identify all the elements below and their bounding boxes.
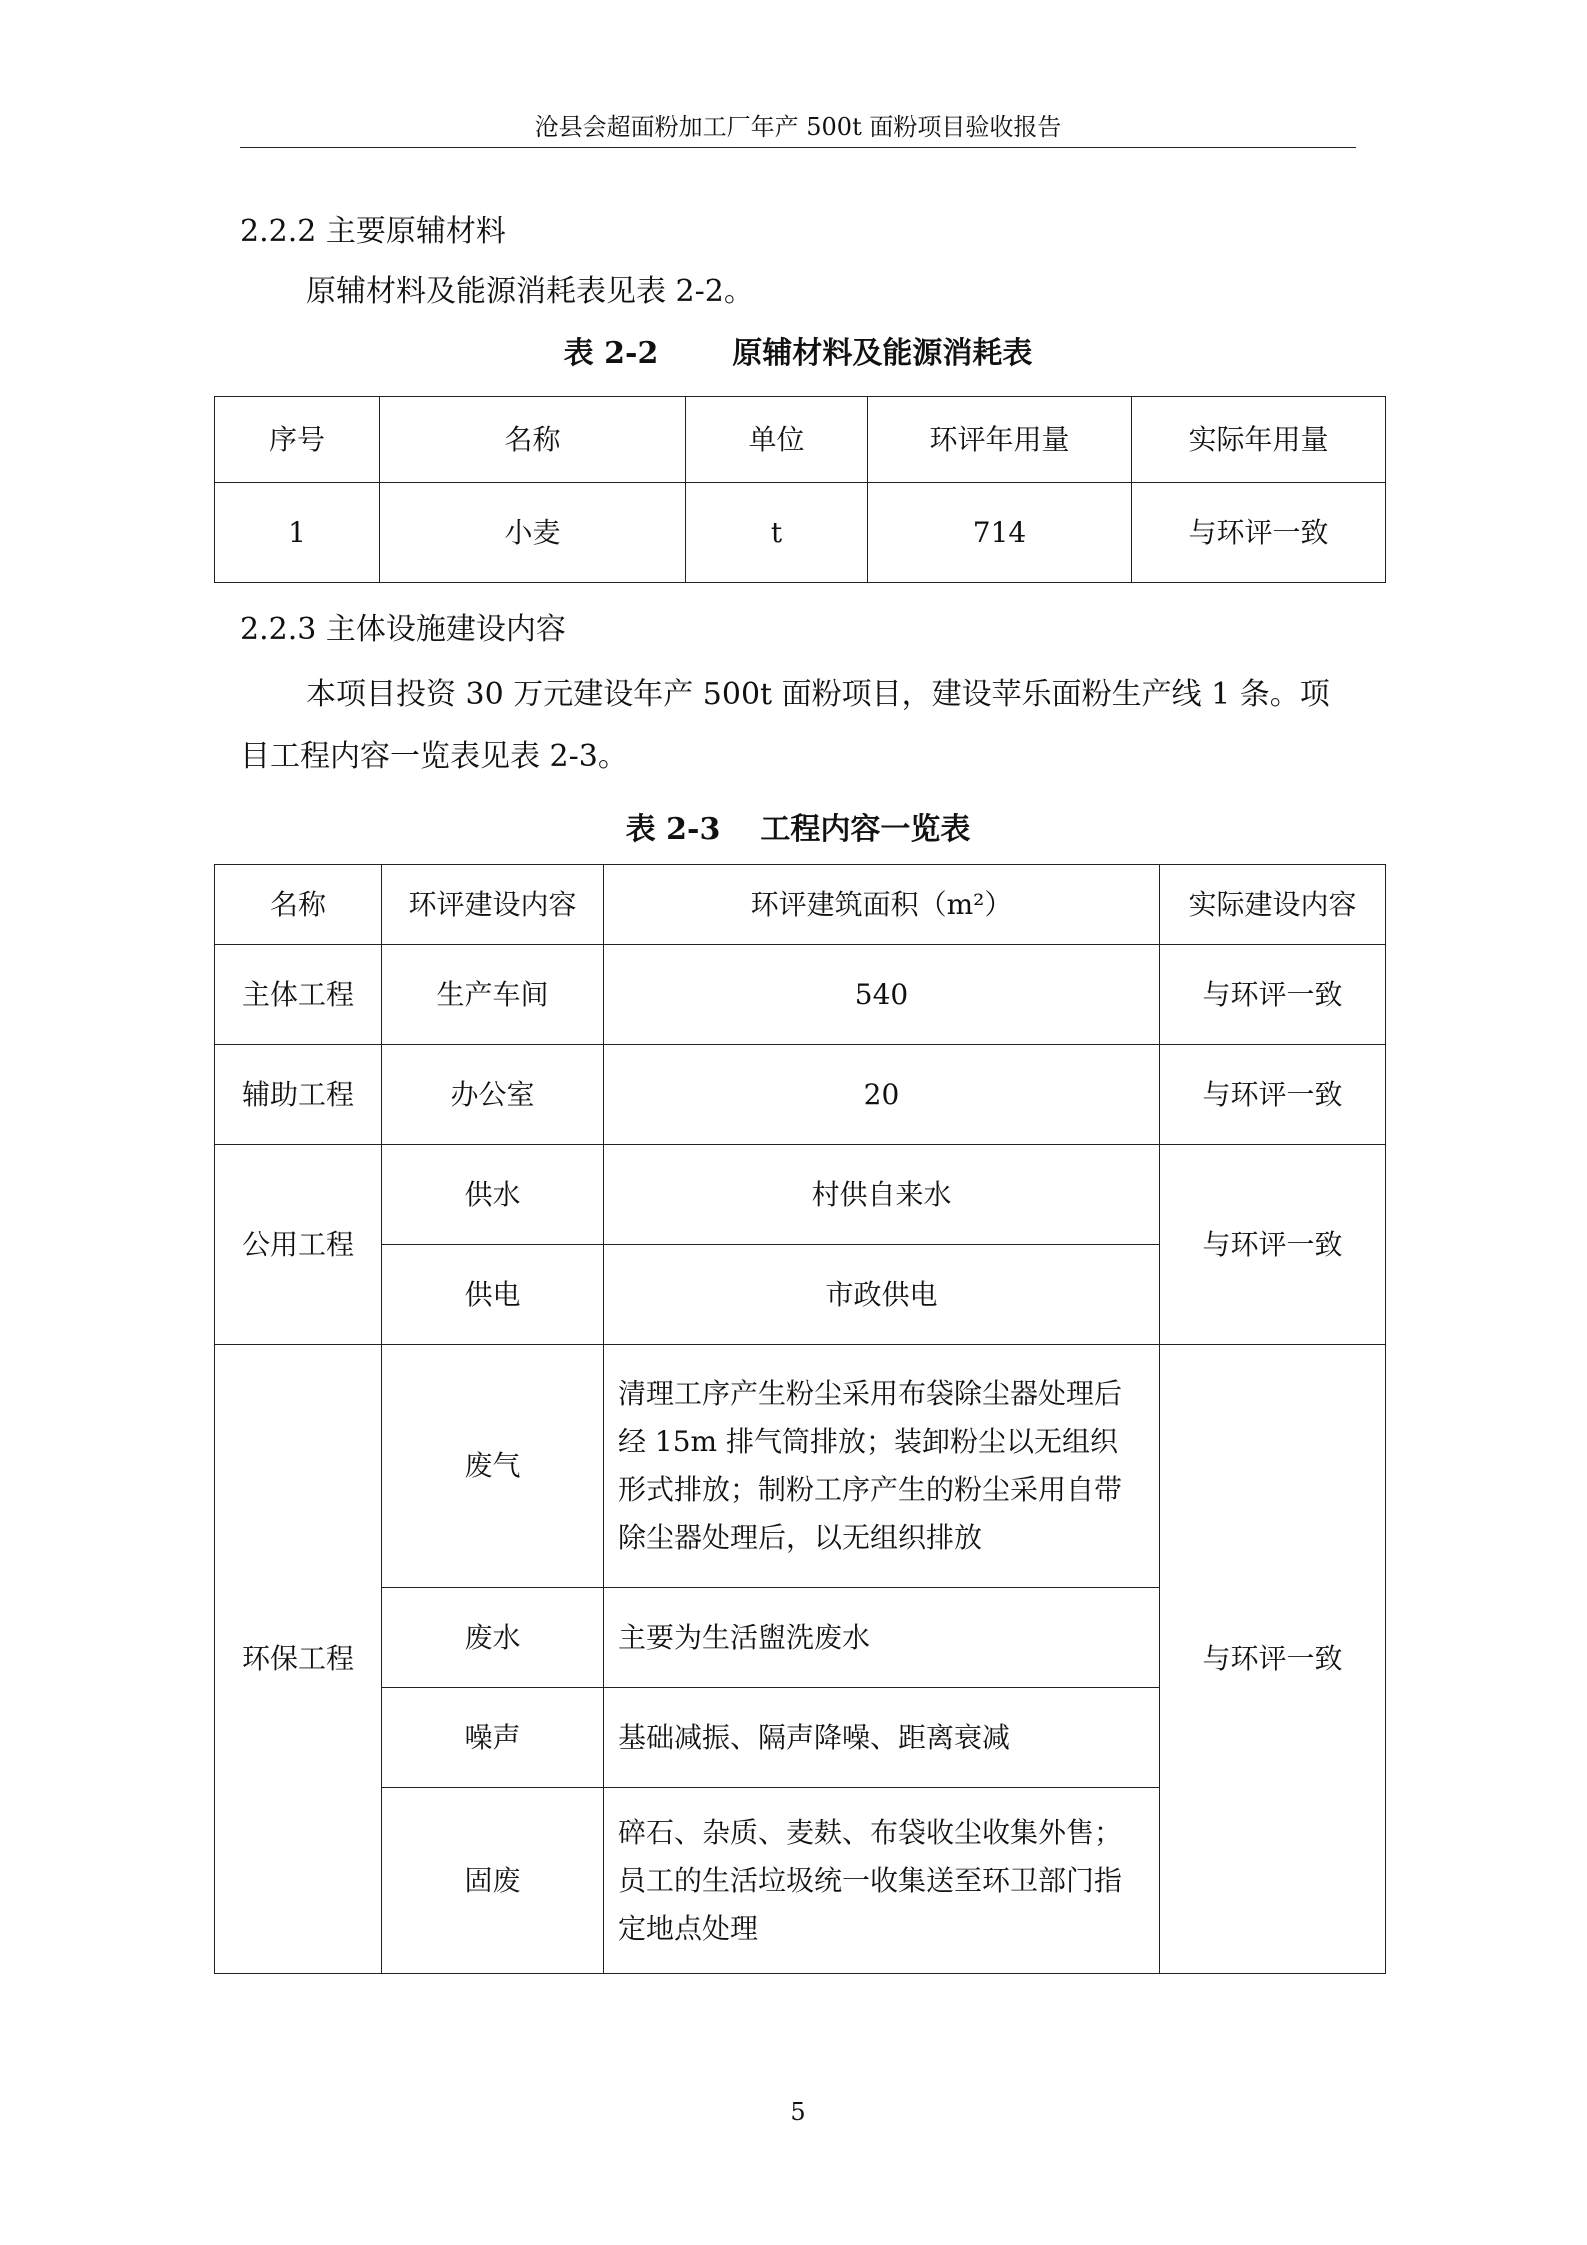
table-cell: 固废 bbox=[382, 1788, 604, 1974]
table-cell: 供电 bbox=[382, 1245, 604, 1345]
table-cell: 废水 bbox=[382, 1588, 604, 1688]
column-header: 名称 bbox=[380, 397, 686, 483]
table-cell: 主体工程 bbox=[215, 945, 382, 1045]
page-header: 沧县会超面粉加工厂年产 500t 面粉项目验收报告 bbox=[534, 113, 1062, 141]
table-header-row bbox=[215, 397, 1386, 483]
column-header: 环评建设内容 bbox=[382, 865, 604, 945]
table-cell: 办公室 bbox=[382, 1045, 604, 1145]
table-cell: 主要为生活盥洗废水 bbox=[604, 1588, 1160, 1688]
table-cell: 供水 bbox=[382, 1145, 604, 1245]
materials-table bbox=[214, 396, 1386, 583]
table-cell: 1 bbox=[215, 483, 380, 583]
table-cell: 与环评一致 bbox=[1160, 1345, 1386, 1974]
table-2-3-caption bbox=[240, 810, 1356, 850]
table-cell: 714 bbox=[868, 483, 1132, 583]
table-cell: 与环评一致 bbox=[1132, 483, 1386, 583]
column-header: 环评年用量 bbox=[868, 397, 1132, 483]
section-2-2-3-heading: 2.2.3 主体设施建设内容 bbox=[240, 612, 566, 647]
table-cell: 噪声 bbox=[382, 1688, 604, 1788]
table-cell: 生产车间 bbox=[382, 945, 604, 1045]
section-2-2-2-text: 原辅材料及能源消耗表见表 2-2。 bbox=[306, 274, 754, 309]
table-cell: 辅助工程 bbox=[215, 1045, 382, 1145]
table-2-2-caption bbox=[240, 334, 1356, 374]
column-header: 环评建筑面积（m²） bbox=[604, 865, 1160, 945]
table-2-3-number: 表 2-3 bbox=[625, 812, 721, 847]
table-cell: 基础减振、隔声降噪、距离衰减 bbox=[604, 1688, 1160, 1788]
table-cell: 与环评一致 bbox=[1160, 1045, 1386, 1145]
table-cell: 20 bbox=[604, 1045, 1160, 1145]
table-cell: 碎石、杂质、麦麸、布袋收尘收集外售；员工的生活垃圾统一收集送至环卫部门指定地点处理 bbox=[604, 1788, 1160, 1974]
table-cell: 村供自来水 bbox=[604, 1145, 1160, 1245]
header-divider bbox=[240, 147, 1356, 148]
section-2-2-3-text: 本项目投资 30 万元建设年产 500t 面粉项目，建设苹乐面粉生产线 1 条。项目工程内容一览表见表 2-3。 bbox=[240, 677, 1330, 774]
table-row bbox=[215, 1145, 1386, 1245]
section-2-2-2-heading: 2.2.2 主要原辅材料 bbox=[240, 214, 506, 249]
column-header: 名称 bbox=[215, 865, 382, 945]
table-cell: 清理工序产生粉尘采用布袋除尘器处理后经 15m 排气筒排放；装卸粉尘以无组织形式排放；制粉工序产生的粉尘采用自带除尘器处理后，以无组织排放 bbox=[604, 1345, 1160, 1588]
column-header: 实际年用量 bbox=[1132, 397, 1386, 483]
table-cell: t bbox=[686, 483, 868, 583]
table-row bbox=[215, 945, 1386, 1045]
table-cell: 公用工程 bbox=[215, 1145, 382, 1345]
table-row bbox=[215, 1045, 1386, 1145]
table-2-3-title: 工程内容一览表 bbox=[760, 812, 971, 847]
page-number: 5 bbox=[790, 2098, 806, 2126]
table-cell: 市政供电 bbox=[604, 1245, 1160, 1345]
table-cell: 废气 bbox=[382, 1345, 604, 1588]
table-cell: 小麦 bbox=[380, 483, 686, 583]
table-header-row bbox=[215, 865, 1386, 945]
table-2-2-title: 原辅材料及能源消耗表 bbox=[732, 336, 1033, 371]
column-header: 序号 bbox=[215, 397, 380, 483]
project-content-table bbox=[214, 864, 1386, 1974]
table-row bbox=[215, 1345, 1386, 1588]
table-cell: 与环评一致 bbox=[1160, 945, 1386, 1045]
table-cell: 与环评一致 bbox=[1160, 1145, 1386, 1345]
column-header: 实际建设内容 bbox=[1160, 865, 1386, 945]
column-header: 单位 bbox=[686, 397, 868, 483]
table-2-2-number: 表 2-2 bbox=[563, 336, 659, 371]
table-cell: 540 bbox=[604, 945, 1160, 1045]
table-row bbox=[215, 483, 1386, 583]
table-cell: 环保工程 bbox=[215, 1345, 382, 1974]
